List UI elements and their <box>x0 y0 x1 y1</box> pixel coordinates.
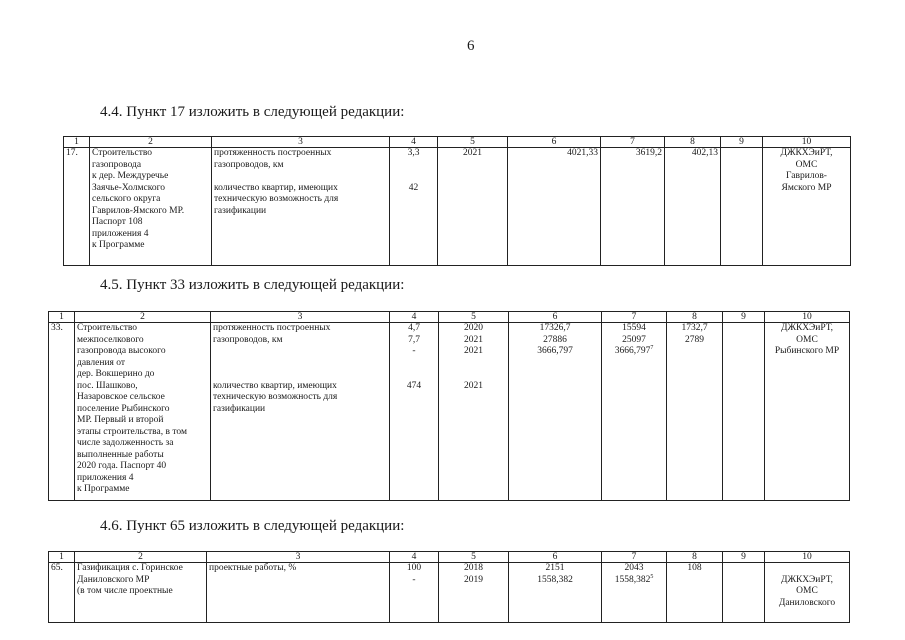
header-cell: 6 <box>509 552 602 563</box>
header-cell: 8 <box>667 312 723 323</box>
table-header-row <box>49 312 850 323</box>
indicator-value: 100 - <box>390 563 439 623</box>
object-name: Строительство межпоселкового газопровода высокого давления от дер. Вокшерино до пос. Шашково, Назаровское сельское поселение Рыбинского МР. Первый и второй этапы строительства, в том числе задолженность за выполненные работы 2020 года. Паспорт 40 приложения 4 к Программе <box>75 323 211 501</box>
indicator-value: 3,3 42 <box>390 148 438 266</box>
header-cell: 10 <box>765 312 850 323</box>
table-header-row <box>49 552 850 563</box>
footnote-marker: 7 <box>650 344 654 351</box>
header-cell: 2 <box>90 137 212 148</box>
year: 2020 2021 2021 2021 <box>439 323 509 501</box>
year: 2018 2019 <box>439 563 509 623</box>
executor: ДЖКХЭиРТ, ОМС Даниловского <box>765 563 850 623</box>
indicator-value: 4,7 7,7 - 474 <box>390 323 439 501</box>
header-cell: 4 <box>390 137 438 148</box>
amount-value: 1558,382 <box>614 574 651 585</box>
table-row <box>49 323 850 501</box>
header-cell: 1 <box>49 552 75 563</box>
page-number: 6 <box>467 38 475 54</box>
header-cell: 7 <box>602 552 667 563</box>
header-cell: 10 <box>763 137 851 148</box>
header-cell: 6 <box>509 312 602 323</box>
amount-line <box>604 575 664 587</box>
header-cell: 8 <box>667 552 723 563</box>
total-amount: 2151 1558,382 <box>509 563 602 623</box>
section-heading-4-6: 4.6. Пункт 65 изложить в следующей редакции: <box>100 518 405 534</box>
row-number: 33. <box>49 323 75 501</box>
header-cell: 3 <box>207 552 390 563</box>
header-cell: 5 <box>438 137 508 148</box>
amount-col-8: 1732,7 2789 <box>667 323 723 501</box>
header-cell: 9 <box>721 137 763 148</box>
header-cell: 5 <box>439 312 509 323</box>
object-name: Газификация с. Горинское Даниловского МР (в том числе проектные <box>75 563 207 623</box>
indicator-name: протяженность построенных газопроводов, км количество квартир, имеющих техническую возможность для газификации <box>211 323 390 501</box>
total-amount: 4021,33 <box>508 148 601 266</box>
amount-col-9 <box>723 563 765 623</box>
amount-line: 2043 <box>624 563 644 573</box>
year: 2021 <box>438 148 508 266</box>
header-cell: 2 <box>75 552 207 563</box>
amount-col-9 <box>723 323 765 501</box>
amount-col-9 <box>721 148 763 266</box>
header-cell: 3 <box>211 312 390 323</box>
header-cell: 4 <box>390 312 439 323</box>
header-cell: 9 <box>723 312 765 323</box>
table-header-row <box>64 137 851 148</box>
executor: ДЖКХЭиРТ, ОМС Рыбинского МР <box>765 323 850 501</box>
total-amount: 17326,7 27886 3666,797 <box>509 323 602 501</box>
header-cell: 1 <box>49 312 75 323</box>
amount-line: 15594 <box>622 323 646 333</box>
executor: ДЖКХЭиРТ, ОМС Гаврилов- Ямского МР <box>763 148 851 266</box>
header-cell: 5 <box>439 552 509 563</box>
header-cell: 6 <box>508 137 601 148</box>
indicator-name: проектные работы, % <box>207 563 390 623</box>
amount-col-7 <box>602 323 667 501</box>
header-cell: 2 <box>75 312 211 323</box>
table-row <box>49 563 850 623</box>
amount-line <box>604 346 664 358</box>
indicator-name: протяженность построенных газопроводов, км количество квартир, имеющих техническую возможность для газификации <box>212 148 390 266</box>
amount-col-7: 3619,2 <box>601 148 665 266</box>
footnote-marker: 5 <box>650 573 654 580</box>
table-row <box>64 148 851 266</box>
amount-col-8: 402,13 <box>665 148 721 266</box>
amount-line: 25097 <box>622 334 646 345</box>
row-number: 65. <box>49 563 75 623</box>
header-cell: 9 <box>723 552 765 563</box>
header-cell: 7 <box>601 137 665 148</box>
object-name: Строительство газопровода к дер. Междуречье Заячье-Холмского сельского округа Гаврилов-Ямского МР. Паспорт 108 приложения 4 к Программе <box>90 148 212 266</box>
header-cell: 7 <box>602 312 667 323</box>
section-heading-4-5: 4.5. Пункт 33 изложить в следующей редакции: <box>100 277 405 293</box>
table-4-4 <box>63 136 851 266</box>
table-4-5 <box>48 311 850 501</box>
row-number: 17. <box>64 148 90 266</box>
header-cell: 4 <box>390 552 439 563</box>
amount-col-7 <box>602 563 667 623</box>
amount-value: 3666,797 <box>614 346 651 356</box>
amount-col-8: 108 <box>667 563 723 623</box>
section-heading-4-4: 4.4. Пункт 17 изложить в следующей редакции: <box>100 104 405 120</box>
header-cell: 1 <box>64 137 90 148</box>
header-cell: 3 <box>212 137 390 148</box>
header-cell: 10 <box>765 552 850 563</box>
header-cell: 8 <box>665 137 721 148</box>
table-4-6 <box>48 551 850 623</box>
